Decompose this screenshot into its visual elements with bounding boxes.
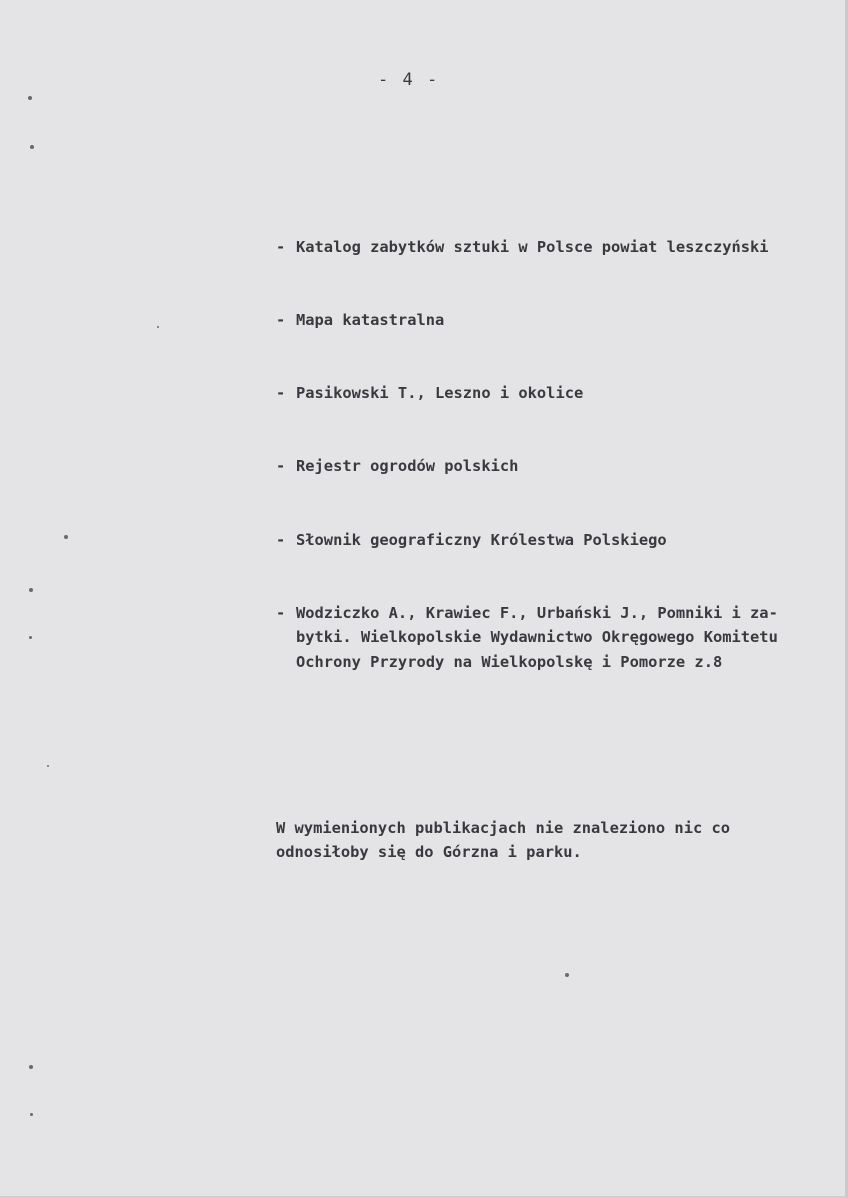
conclusion-paragraph (276, 816, 846, 865)
reference-text: Słownik geograficzny Królestwa Polskiego (296, 530, 667, 549)
paper-speck (28, 96, 32, 100)
paper-speck (565, 973, 569, 977)
paper-speck (157, 326, 159, 328)
reference-item (276, 235, 846, 259)
list-dash: - (276, 530, 286, 549)
conclusion-line: W wymienionych publikacjach nie znaleziono nic co (276, 818, 731, 837)
reference-item (276, 601, 846, 674)
paper-speck (30, 145, 34, 149)
reference-item (276, 308, 846, 332)
paper-speck (47, 765, 49, 767)
list-dash: - (276, 237, 286, 256)
reference-item (276, 528, 846, 552)
reference-text: Katalog zabytków sztuki w Polsce powiat leszczyński (296, 237, 769, 256)
reference-text: Mapa katastralna (296, 310, 445, 329)
reference-text-line: Ochrony Przyrody na Wielkopolskę i Pomorze z.8 (296, 652, 723, 671)
list-dash: - (276, 457, 286, 476)
typed-text-block (276, 137, 846, 914)
conclusion-line: odnosiłoby się do Górzna i parku. (276, 843, 582, 862)
paper-speck (29, 588, 33, 592)
list-dash: - (276, 310, 286, 329)
page-number: - 4 - (378, 70, 440, 90)
reference-text-line: Wodziczko A., Krawiec F., Urbański J., Pomniki i za- (296, 603, 778, 622)
list-dash: - (276, 384, 286, 403)
reference-text: Pasikowski T., Leszno i okolice (296, 384, 584, 403)
reference-item (276, 381, 846, 405)
reference-item (276, 454, 846, 478)
list-dash: - (276, 603, 286, 622)
reference-text: Rejestr ogrodów polskich (296, 457, 519, 476)
paper-speck (30, 1113, 33, 1116)
paper-speck (29, 636, 32, 639)
paper-speck (64, 535, 68, 539)
reference-list (276, 186, 846, 723)
paper-speck (29, 1065, 33, 1069)
reference-text-line: bytki. Wielkopolskie Wydawnictwo Okręgowego Komitetu (296, 628, 778, 647)
